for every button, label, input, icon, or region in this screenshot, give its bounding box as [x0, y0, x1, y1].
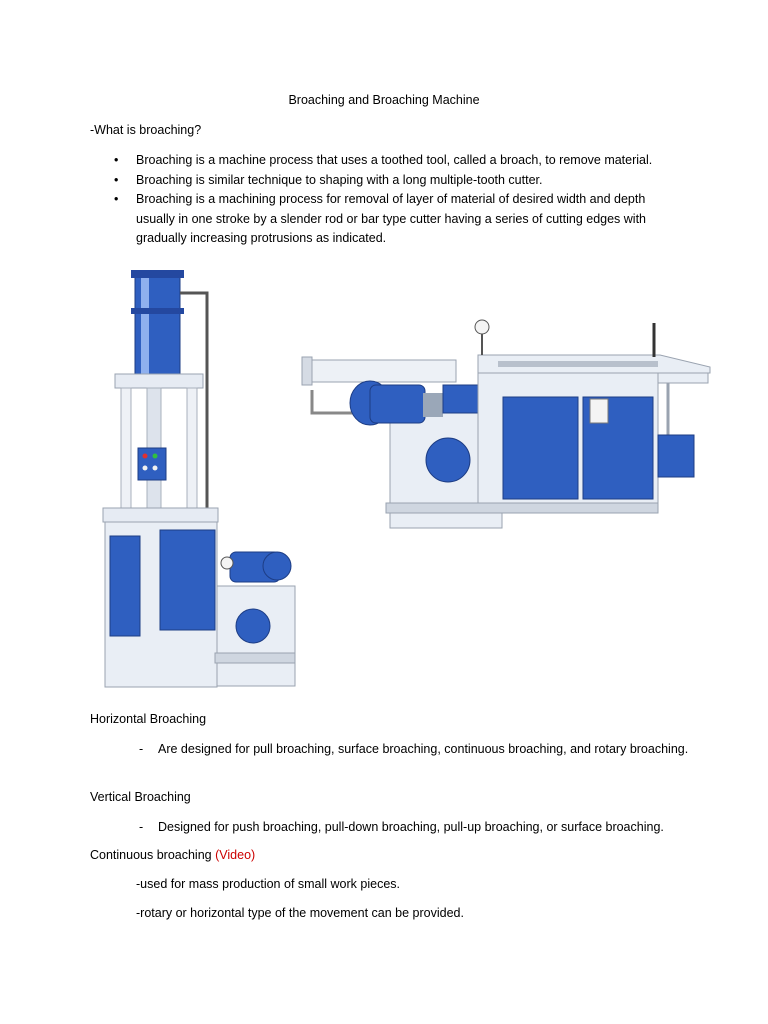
- list-item-text: Designed for push broaching, pull-down broaching, pull-up broaching, or surface broaching.: [158, 820, 664, 834]
- dash-bullet: -: [139, 742, 144, 756]
- list-item: [112, 171, 672, 191]
- list-item-text: Broaching is similar technique to shaping with a long multiple-tooth cutter.: [136, 172, 543, 187]
- bullet-icon: •: [114, 153, 119, 167]
- list-item-text: Broaching is a machining process for removal of layer of material of desired width and depth usually in one stroke by a slender rod or bar type cutter having a series of cutting edges with gradually increasing protrusions as indicated.: [136, 192, 647, 245]
- vertical-broaching-machine-image: [95, 268, 305, 693]
- list-item: [112, 190, 672, 249]
- dash-bullet: -: [139, 820, 144, 834]
- video-link[interactable]: (Video): [215, 848, 256, 862]
- list-item-text: Broaching is a machine process that uses a toothed tool, called a broach, to remove material.: [136, 153, 653, 167]
- list-item: [112, 151, 672, 171]
- continuous-broaching-title: Continuous broaching: [90, 848, 212, 862]
- continuous-broaching-heading: [90, 848, 255, 862]
- horizontal-broaching-machine-image: [298, 315, 712, 530]
- horizontal-broaching-heading: Horizontal Broaching: [90, 712, 207, 726]
- page-title: Broaching and Broaching Machine: [288, 93, 480, 107]
- list-item-text: Are designed for pull broaching, surface broaching, continuous broaching, and rotary broaching.: [158, 742, 689, 756]
- vertical-broaching-item: [139, 818, 699, 838]
- continuous-line-2: -rotary or horizontal type of the movement can be provided.: [136, 906, 464, 920]
- bullet-list: [112, 151, 672, 249]
- question-heading: -What is broaching?: [90, 123, 202, 137]
- bullet-icon: •: [114, 192, 119, 206]
- bullet-icon: •: [114, 172, 119, 187]
- continuous-line-1: -used for mass production of small work pieces.: [136, 877, 400, 891]
- vertical-broaching-heading: Vertical Broaching: [90, 790, 191, 804]
- horizontal-broaching-item: [139, 740, 699, 760]
